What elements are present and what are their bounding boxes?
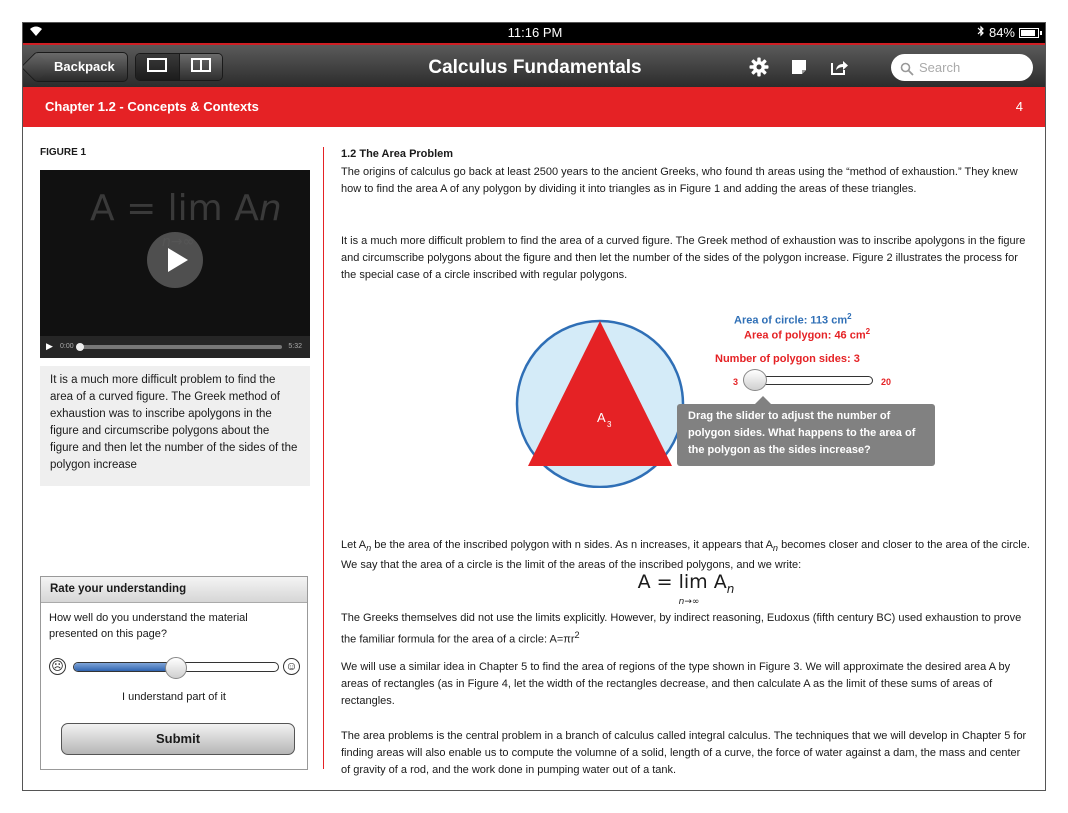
happy-face-icon: ☺: [283, 658, 300, 675]
slider-max-label: 20: [881, 377, 892, 387]
eq-lim-group: [678, 569, 708, 607]
rating-header: Rate your understanding: [41, 577, 307, 603]
p3-sub2: n: [772, 543, 779, 554]
eq-left: A =: [637, 571, 679, 593]
slider-min-label: 3: [733, 377, 739, 387]
eq-under: n→∞: [678, 597, 700, 607]
sad-face-icon: ☹: [49, 658, 66, 675]
rating-panel: [40, 576, 308, 770]
p3-sub1: n: [366, 543, 372, 554]
eq-sub: n: [726, 581, 735, 596]
p4-text: The Greeks themselves did not use the limits explicitly. However, by indirect reasoning, Eudoxus (fifth century BC) used exhaustion to prove the familiar formula for the area of a circle: A=πr: [341, 612, 1022, 646]
polygon-sides-label: Number of polygon sides: 3: [715, 353, 860, 365]
column-divider: [323, 147, 324, 769]
video-formula-text: A = lim A: [90, 188, 259, 229]
video-formula: [90, 188, 282, 229]
paragraph-6: The area problems is the central problem in a branch of calculus called integral calculus. The techniques that we will develop in Chapter 5 for finding areas will also enable us to compute the volumne of a solid, length of a curve, the force of water against a dam, the mass and center of gravity of a rod, and the work done in pumping water out of a tank.: [341, 730, 1027, 776]
video-scrubber-knob[interactable]: [76, 343, 84, 351]
understanding-slider-track[interactable]: [73, 662, 279, 672]
limit-equation: [341, 569, 1031, 607]
figure-caption: It is a much more difficult problem to find the area of a curved figure. The Greek method of exhaustion was to inscribe apolygons in the figure and circumscribe polygons about the figure and then let the number of the sides of the polygon increase: [40, 366, 310, 486]
gear-icon[interactable]: [749, 57, 769, 77]
polygon-area-text: Area of polygon: 46 cm: [744, 329, 866, 342]
battery-icon: [1019, 28, 1039, 38]
paragraph-1: The origins of calculus go back at least 2500 years to the ancient Greeks, who found th areas using the “method of exhaustion.” They knew how to find the area A of any polygon by dividing it into triangles as in Figure 1 and adding the areas of these triangles.: [341, 166, 1018, 195]
navigation-bar: [23, 43, 1046, 87]
play-icon[interactable]: [147, 232, 203, 288]
understanding-slider-thumb[interactable]: [165, 657, 187, 679]
polygon-label-sub: 3: [607, 420, 612, 429]
book-title: Calculus Fundamentals: [428, 57, 642, 78]
rating-question: How well do you understand the material presented on this page?: [49, 612, 248, 640]
understanding-slider[interactable]: [49, 656, 301, 678]
p3-b: be the area of the inscribed polygon with n sides. As n increases, it appears that A: [371, 539, 773, 551]
search-icon: [900, 54, 914, 81]
chapter-title: Chapter 1.2 - Concepts & Contexts: [45, 99, 259, 114]
circle-area-text: Area of circle: 113 cm: [734, 314, 848, 327]
paragraph-5: We will use a similar idea in Chapter 5 to find the area of regions of the type shown in Figure 3. We will approximate the desired area A by areas of rectangles (as in Figure 4, let the width of the rectangles decrease, and then calculate A as the limit of these sums of areas of rectangles.: [341, 661, 1011, 707]
video-time-start: 0:00: [60, 343, 74, 350]
status-time: 11:16 PM: [507, 25, 563, 40]
eq-right: A: [707, 571, 727, 593]
video-controls: [40, 336, 310, 358]
section-heading: 1.2 The Area Problem: [341, 148, 454, 160]
video-player[interactable]: [40, 170, 310, 358]
p3-a: Let A: [341, 539, 367, 551]
app-frame: [22, 22, 1046, 791]
polygon-area-sup: 2: [865, 327, 871, 336]
page-number: 4: [1015, 99, 1023, 114]
search-placeholder: Search: [919, 60, 961, 75]
polygon-sides-slider[interactable]: [733, 370, 893, 392]
search-input[interactable]: [891, 54, 1033, 81]
bluetooth-icon: [977, 25, 985, 40]
p4-sup: 2: [574, 630, 580, 640]
video-formula-n: n: [258, 188, 282, 229]
note-icon[interactable]: [789, 57, 809, 77]
slider-tooltip: Drag the slider to adjust the number of polygon sides. What happens to the area of the polygon as the sides increase?: [677, 404, 935, 466]
polygon-label: A: [597, 410, 606, 425]
video-scrubber[interactable]: [78, 345, 282, 349]
understanding-slider-fill: [74, 663, 176, 671]
figure-label: FIGURE 1: [40, 147, 87, 158]
circle-area-sup: 2: [847, 312, 852, 321]
play-small-icon[interactable]: ▶: [46, 341, 53, 351]
status-bar: [23, 23, 1046, 43]
video-time-end: 5:32: [288, 343, 302, 350]
paragraph-2: It is a much more difficult problem to find the area of a curved figure. The Greek method of exhaustion was to inscribe apolygons in the figure and circumscribe polygons about the figure and then let the number of the sides of the polygon increase. Figure 2 illustrates the process for the special case of a circle inscribed with regular polygons.: [341, 235, 1026, 281]
polygon-sides-slider-thumb[interactable]: [743, 369, 767, 391]
understanding-status: I understand part of it: [122, 691, 226, 703]
battery-percent: 84%: [988, 25, 1015, 40]
polygon-area-label: [744, 323, 870, 345]
p3-c: becomes closer and closer to the area of the circle. We say that the area of a circle is the limit of the areas of the inscribed polygons, and we write:: [341, 539, 1030, 572]
share-icon[interactable]: [829, 57, 849, 77]
paragraph-4: [341, 610, 1031, 649]
chapter-bar: [23, 87, 1046, 127]
submit-button[interactable]: Submit: [61, 723, 295, 755]
backpack-button-label: Backpack: [54, 59, 115, 74]
eq-lim: lim: [678, 571, 708, 593]
